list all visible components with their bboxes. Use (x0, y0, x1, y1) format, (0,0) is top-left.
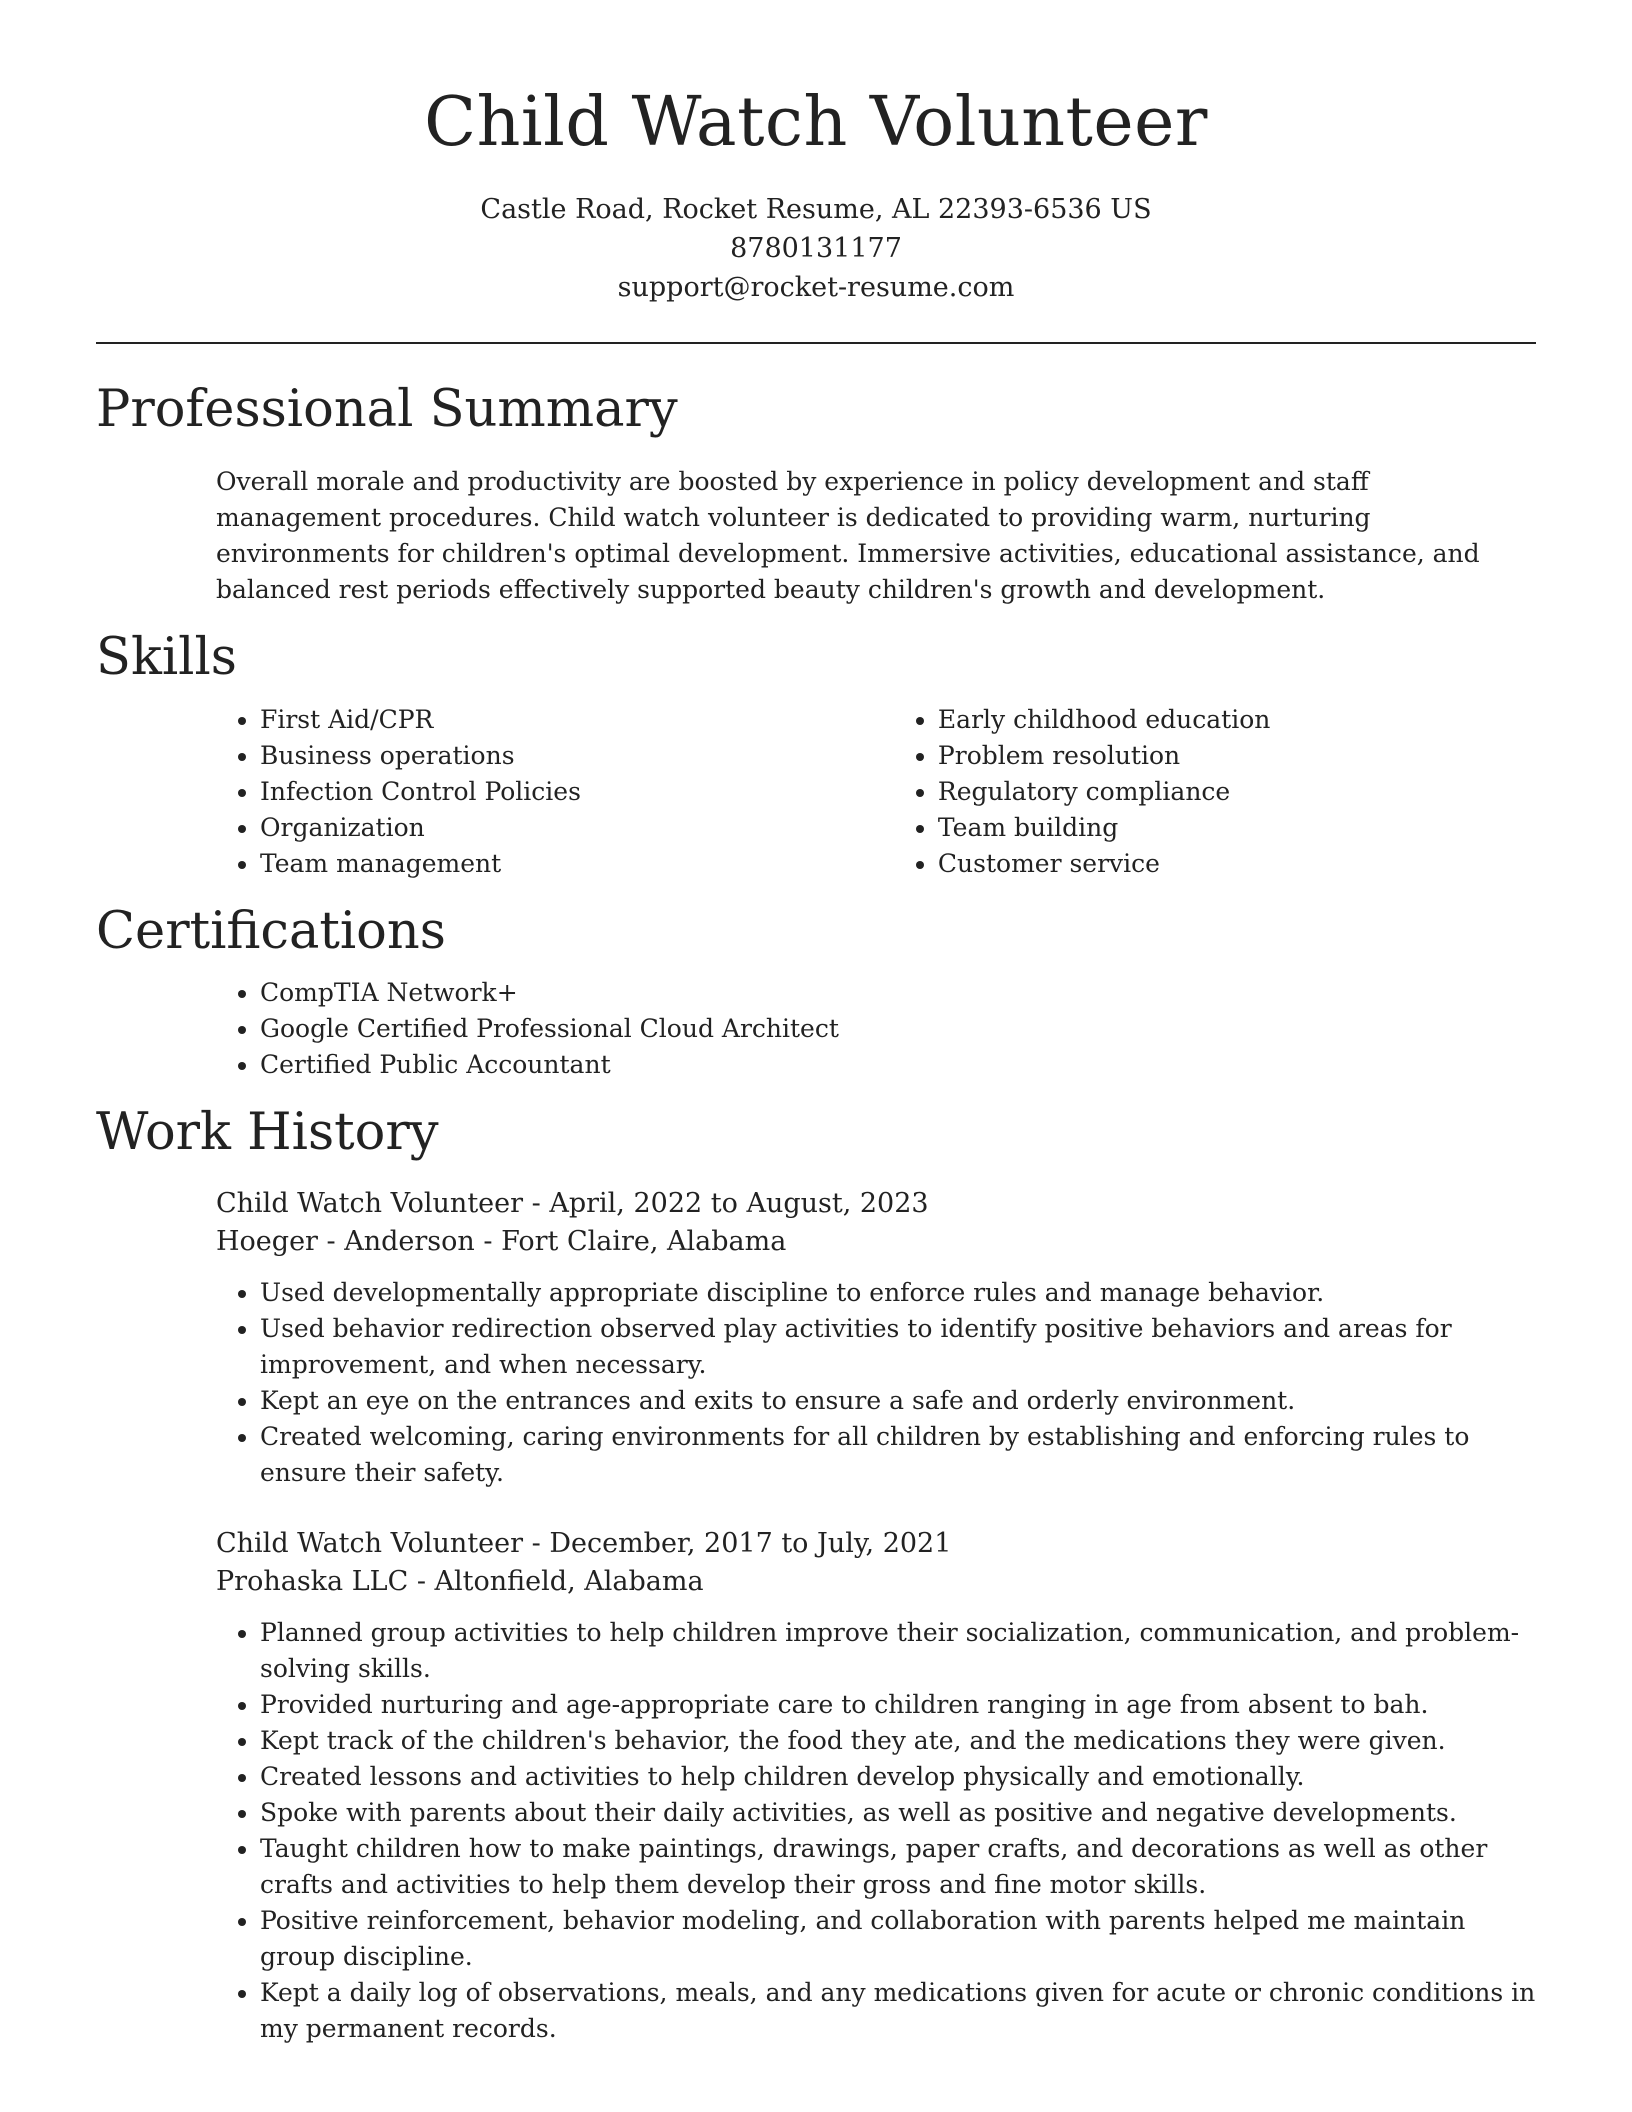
job-location: Altonfield, Alabama (434, 1566, 704, 1597)
resume-body (96, 378, 1536, 2065)
skills-column-2 (908, 702, 1536, 882)
certifications-list (96, 975, 1536, 1083)
skills-column-1 (96, 702, 908, 882)
job-entry (216, 1185, 1536, 1491)
skills-heading: Skills (96, 627, 237, 687)
resume-header (0, 0, 1632, 307)
skill-item: • Customer service (938, 846, 1536, 882)
job-company: Hoeger - Anderson (216, 1226, 475, 1257)
skill-item: • Early childhood education (938, 702, 1536, 738)
job-bullet: • Kept track of the children's behavior, the food they ate, and the medications they were given. (260, 1723, 1536, 1759)
job-title-line: Child Watch Volunteer - April, 2022 to August, 2023 (216, 1188, 929, 1219)
job-bullet: • Created welcoming, caring environments for all children by establishing and enforcing rules to ensure their safety. (260, 1419, 1536, 1491)
job-company: Prohaska LLC (216, 1566, 409, 1597)
work-history-heading: Work History (96, 1103, 439, 1163)
job-bullet: • Created lessons and activities to help children develop physically and emotionally. (260, 1759, 1536, 1795)
skill-item: • Team building (938, 810, 1536, 846)
skill-item: • Organization (260, 810, 908, 846)
work-history-section (96, 1101, 1536, 2047)
job-bullet: • Positive reinforcement, behavior modeling, and collaboration with parents helped me maintain group discipline. (260, 1903, 1536, 1975)
skill-item: • First Aid/CPR (260, 702, 908, 738)
skills-grid (96, 702, 1536, 882)
header-divider (96, 342, 1536, 344)
skills-section (96, 626, 1536, 882)
certification-item: • CompTIA Network+ (260, 975, 1536, 1011)
address: Castle Road, Rocket Resume, AL 22393-6536 US (480, 194, 1152, 226)
summary-heading: Professional Summary (96, 380, 678, 439)
job-bullet: • Used developmentally appropriate discipline to enforce rules and manage behavior. (260, 1275, 1536, 1311)
skill-item: • Infection Control Policies (260, 774, 908, 810)
skill-item: • Business operations (260, 738, 908, 774)
summary-section (96, 378, 1536, 608)
job-title: Child Watch Volunteer (216, 1188, 524, 1219)
phone: 8780131177 (730, 233, 902, 265)
certification-item: • Google Certified Professional Cloud Architect (260, 1011, 1536, 1047)
certifications-section (96, 900, 1536, 1084)
job-location: Fort Claire, Alabama (501, 1226, 787, 1257)
skill-item: • Team management (260, 846, 908, 882)
job-dates: April, 2022 to August, 2023 (549, 1188, 929, 1219)
email: support@rocket-resume.com (617, 272, 1015, 304)
job-bullets (216, 1615, 1536, 2047)
job-bullet: • Kept a daily log of observations, meals, and any medications given for acute or chronic conditions in my permanent records. (260, 1975, 1536, 2047)
job-dates: December, 2017 to July, 2021 (549, 1528, 952, 1559)
job-bullet: • Provided nurturing and age-appropriate care to children ranging in age from absent to bah. (260, 1687, 1536, 1723)
job-company-line: Hoeger - Anderson - Fort Claire, Alabama (216, 1226, 787, 1257)
job-bullet: • Kept an eye on the entrances and exits to ensure a safe and orderly environment. (260, 1383, 1536, 1419)
job-title-line: Child Watch Volunteer - December, 2017 to July, 2021 (216, 1528, 952, 1559)
job-bullet: • Planned group activities to help children improve their socialization, communication, and problem-solving skills. (260, 1615, 1536, 1687)
job-bullet: • Taught children how to make paintings, drawings, paper crafts, and decorations as well as other crafts and activities to help them develop their gross and fine motor skills. (260, 1831, 1536, 1903)
job-bullet: • Spoke with parents about their daily activities, as well as positive and negative developments. (260, 1795, 1536, 1831)
job-company-line: Prohaska LLC - Altonfield, Alabama (216, 1566, 704, 1597)
skill-item: • Problem resolution (938, 738, 1536, 774)
certifications-heading: Certifications (96, 901, 446, 961)
contact-block (0, 190, 1632, 307)
job-title: Child Watch Volunteer (216, 1528, 524, 1559)
certification-item: • Certified Public Accountant (260, 1047, 1536, 1083)
summary-text: Overall morale and productivity are boosted by experience in policy development and staff management procedures. Child watch volunteer is dedicated to providing warm, nurturing environments for children's optimal development. Immersive activities, educational assistance, and balanced rest periods effectively supported beauty children's growth and development. (216, 466, 1480, 604)
skill-item: • Regulatory compliance (938, 774, 1536, 810)
candidate-name: Child Watch Volunteer (424, 83, 1208, 162)
job-bullet: • Used behavior redirection observed play activities to identify positive behaviors and areas for improvement, and when necessary. (260, 1311, 1536, 1383)
job-bullets (216, 1275, 1536, 1491)
job-entry (216, 1525, 1536, 2047)
